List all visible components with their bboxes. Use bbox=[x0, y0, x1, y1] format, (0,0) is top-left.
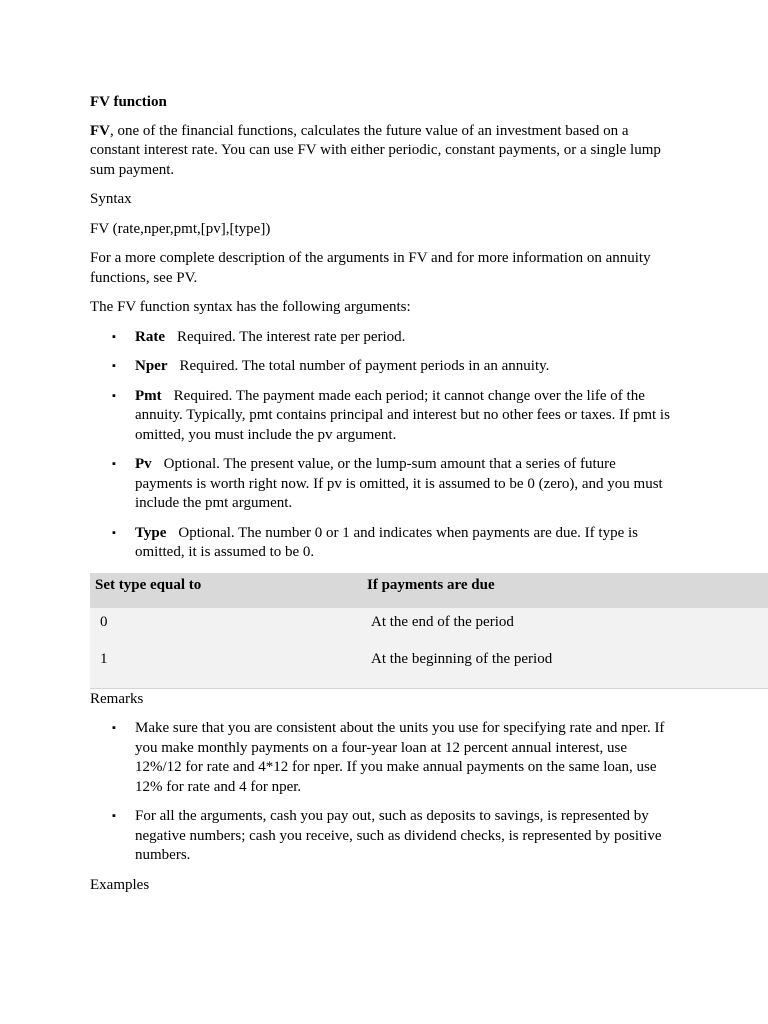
argument-item-pmt bbox=[90, 387, 676, 446]
table-row bbox=[90, 610, 768, 647]
remark-item bbox=[90, 807, 676, 866]
argument-term: Pv bbox=[135, 456, 152, 472]
bullet-icon: ▪ bbox=[112, 458, 116, 470]
syntax-heading: Syntax bbox=[90, 191, 132, 207]
intro-text: , one of the financial functions, calculates the future value of an investment based on a constant interest rate. You can use FV with either periodic, constant payments, or a single lump sum payment. bbox=[90, 122, 661, 178]
table-cell: 1 bbox=[100, 650, 108, 667]
argument-term: Type bbox=[135, 524, 167, 541]
table-cell: At the end of the period bbox=[371, 613, 514, 630]
remark-text: Make sure that you are consistent about the units you use for specifying rate and nper. If you make monthly payments on a four-year loan at 12 percent annual interest, use 12%/12 for rate and 4*12 for nper. If you make annual payments on the same loan, use 12% for rate and 4 for nper. bbox=[135, 720, 665, 795]
table-header-cell: Set type equal to bbox=[95, 576, 202, 593]
arguments-intro: The FV function syntax has the following arguments: bbox=[90, 299, 411, 315]
bullet-icon: ▪ bbox=[112, 810, 116, 822]
arguments-list bbox=[90, 328, 676, 563]
argument-item-type bbox=[90, 524, 676, 563]
bullet-icon: ▪ bbox=[112, 526, 116, 539]
table-header-cell: If payments are due bbox=[367, 576, 495, 593]
table-row bbox=[90, 647, 768, 684]
argument-text: Required. The interest rate per period. bbox=[177, 328, 406, 345]
remarks-list bbox=[90, 719, 676, 866]
intro-paragraph bbox=[90, 122, 676, 181]
argument-item-nper bbox=[90, 357, 676, 377]
table-cell: At the beginning of the period bbox=[371, 650, 553, 667]
intro-bold-term: FV bbox=[90, 122, 110, 139]
syntax-line: FV (rate,nper,pmt,[pv],[type]) bbox=[90, 220, 271, 237]
argument-text: Required. The total number of payment periods in an annuity. bbox=[179, 358, 550, 374]
remark-text: For all the arguments, cash you pay out, such as deposits to savings, is represented by negative numbers; cash you receive, such as dividend checks, is represented by positive numbers. bbox=[135, 808, 662, 863]
argument-item-pv bbox=[90, 455, 676, 514]
table-body bbox=[90, 608, 768, 688]
argument-term: Pmt bbox=[135, 387, 162, 404]
type-table bbox=[90, 573, 768, 689]
table-cell: 0 bbox=[100, 613, 108, 630]
argument-term: Rate bbox=[135, 328, 165, 345]
argument-term: Nper bbox=[135, 358, 168, 374]
remark-item bbox=[90, 719, 676, 797]
examples-heading: Examples bbox=[90, 876, 150, 893]
table-header-row bbox=[90, 573, 768, 608]
document-body bbox=[90, 93, 676, 905]
bullet-icon: ▪ bbox=[112, 722, 116, 734]
remarks-heading: Remarks bbox=[90, 690, 144, 707]
bullet-icon: ▪ bbox=[112, 330, 116, 343]
argument-text: Required. The payment made each period; it cannot change over the life of the annuity. Typically, pmt contains principal and interest but no other fees or taxes. If pmt is omitted, you must include the pv argument. bbox=[135, 387, 670, 443]
argument-text: Optional. The number 0 or 1 and indicates when payments are due. If type is omitted, it is assumed to be 0. bbox=[135, 524, 639, 560]
page-title: FV function bbox=[90, 94, 167, 110]
bullet-icon: ▪ bbox=[112, 360, 116, 372]
argument-text: Optional. The present value, or the lump-sum amount that a series of future payments is worth right now. If pv is omitted, it is assumed to be 0 (zero), and you must include the pmt argument. bbox=[135, 456, 663, 511]
bullet-icon: ▪ bbox=[112, 389, 116, 402]
argument-item-rate bbox=[90, 328, 676, 348]
description-paragraph: For a more complete description of the arguments in FV and for more information on annuity functions, see PV. bbox=[90, 250, 651, 286]
